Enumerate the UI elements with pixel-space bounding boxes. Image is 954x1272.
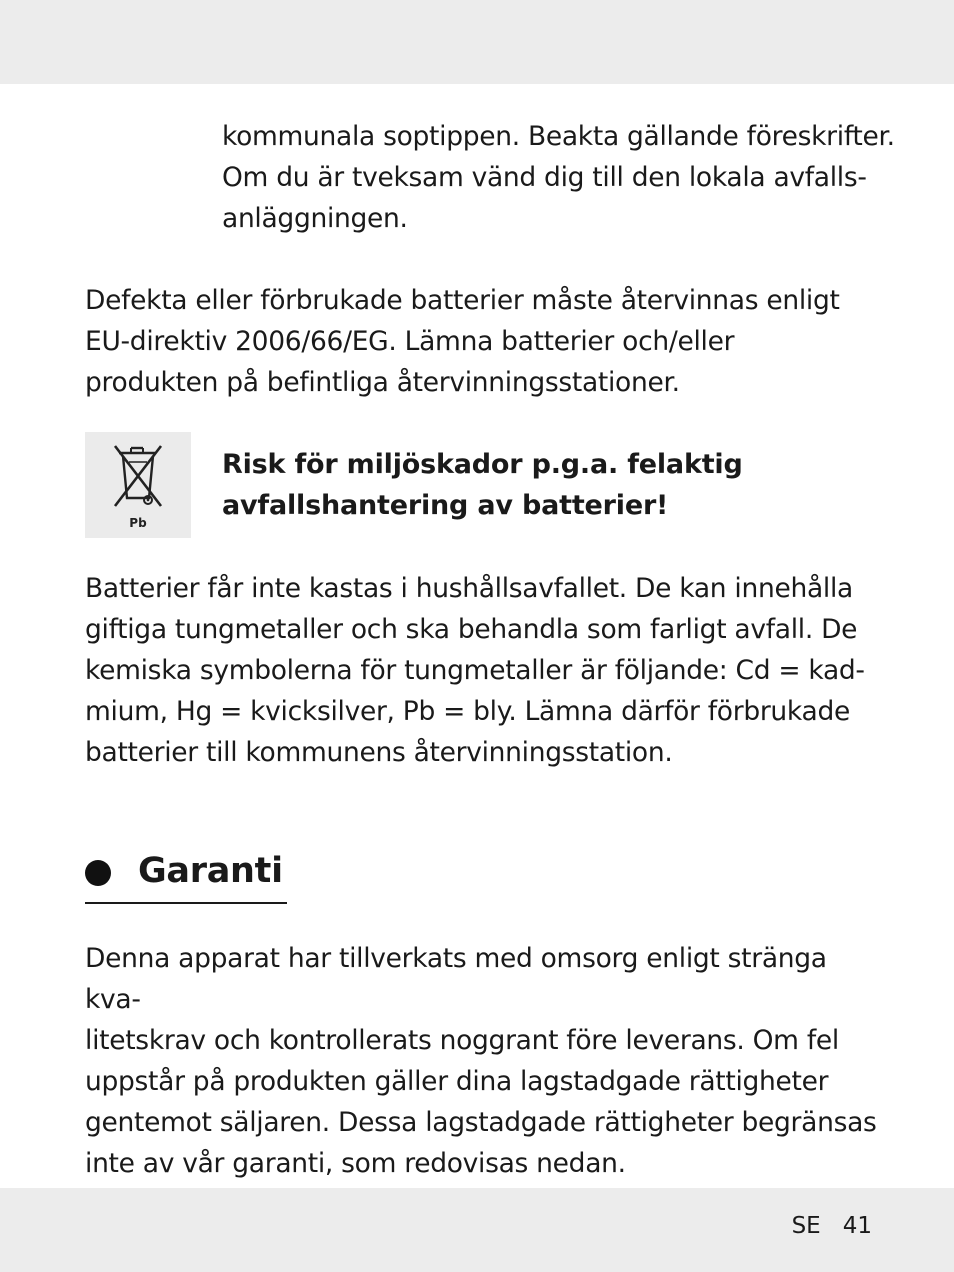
pb-label: Pb: [129, 516, 147, 530]
warranty-paragraph: Denna apparat har tillverkats med omsorg enligt stränga kva- litetskrav och kontrollerats noggrant före leverans. Om fel uppstår på produkten gäller dina lagstadgade rättigheter gentemot säljaren. Dessa lagstadgade rättigheter begränsas inte av vår garanti, som redovisas nedan.: [85, 943, 877, 1179]
heavy-metals-paragraph: Batterier får inte kastas i hushållsavfallet. De kan innehålla giftiga tungmetaller och ska behandla som farligt avfall. De kemiska symbolerna för tungmetaller är följande: Cd = kad- mium, Hg = kvicksilver, Pb = bly. Lämna därför förbrukade batterier till kommunens återvinningsstation.: [85, 573, 865, 768]
page-number: 41: [842, 1213, 872, 1239]
battery-disposal-paragraph: Defekta eller förbrukade batterier måste återvinnas enligt EU-direktiv 2006/66/EG. Lämna batterier och/eller produkten på befintliga återvinningsstationer.: [85, 285, 840, 398]
top-margin-band: [0, 0, 954, 84]
intro-paragraph: kommunala soptippen. Beakta gällande föreskrifter. Om du är tveksam vänd dig till den lokala avfalls- anläggningen.: [222, 121, 895, 234]
crossed-out-wheelie-bin-icon: [85, 432, 191, 538]
language-code: SE: [791, 1213, 821, 1239]
bullet-icon: [85, 860, 111, 886]
section-heading: [85, 850, 287, 904]
page-footer: [792, 1212, 872, 1240]
section-title: Garanti: [138, 851, 283, 891]
warning-title: Risk för miljöskador p.g.a. felaktig avfallshantering av batterier!: [222, 449, 743, 521]
